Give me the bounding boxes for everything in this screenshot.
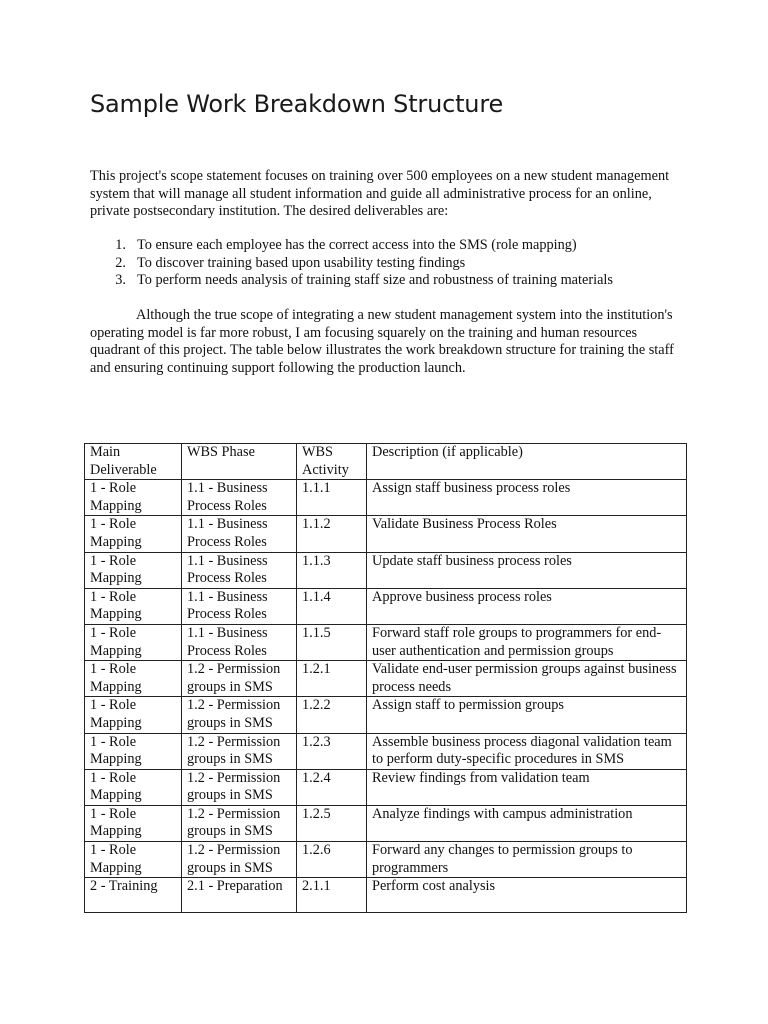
table-cell: 1 - Role Mapping bbox=[85, 842, 182, 878]
list-text: To discover training based upon usability testing findings bbox=[137, 254, 466, 271]
page-title: Sample Work Breakdown Structure bbox=[90, 90, 504, 118]
intro-paragraph: This project's scope statement focuses on training over 500 employees on a new student management system that will manage all student information and guide all administrative process for an online, private postsecondary institution. The desired deliverables are: bbox=[90, 168, 670, 220]
table-row bbox=[85, 624, 687, 660]
table-cell: 1.2 - Permission groups in SMS bbox=[182, 697, 297, 733]
table-cell: 1 - Role Mapping bbox=[85, 769, 182, 805]
table-cell: 1.2 - Permission groups in SMS bbox=[182, 769, 297, 805]
table-cell: 1.1.2 bbox=[297, 516, 367, 552]
table-cell: Review findings from validation team bbox=[367, 769, 687, 805]
table-cell: 1.2 - Permission groups in SMS bbox=[182, 842, 297, 878]
list-item bbox=[90, 237, 690, 255]
list-number: 1. bbox=[115, 237, 126, 253]
list-text: To perform needs analysis of training staff size and robustness of training materials bbox=[137, 272, 613, 289]
table-cell: Validate end-user permission groups against business process needs bbox=[367, 661, 687, 697]
table-cell: 1 - Role Mapping bbox=[85, 733, 182, 769]
table-row bbox=[85, 842, 687, 878]
table-row bbox=[85, 588, 687, 624]
table-cell: Forward any changes to permission groups to programmers bbox=[367, 842, 687, 878]
table-cell: Perform cost analysis bbox=[367, 878, 687, 913]
table-cell: 1.1 - Business Process Roles bbox=[182, 516, 297, 552]
table-cell: 1 - Role Mapping bbox=[85, 552, 182, 588]
header-cell: Main Deliverable bbox=[85, 444, 182, 480]
table-header-row bbox=[85, 444, 687, 480]
list-item bbox=[90, 272, 690, 290]
table-row bbox=[85, 769, 687, 805]
table-cell: Forward staff role groups to programmers for end-user authentication and permission groups bbox=[367, 624, 687, 660]
table-cell: 1.2.6 bbox=[297, 842, 367, 878]
table-cell: 2 - Training bbox=[85, 878, 182, 913]
table-cell: 1.2 - Permission groups in SMS bbox=[182, 733, 297, 769]
table-cell: 1.2.1 bbox=[297, 661, 367, 697]
table-cell: Update staff business process roles bbox=[367, 552, 687, 588]
table-row bbox=[85, 697, 687, 733]
table-cell: 1 - Role Mapping bbox=[85, 624, 182, 660]
table-cell: 1.1.5 bbox=[297, 624, 367, 660]
table-cell: 1.2 - Permission groups in SMS bbox=[182, 661, 297, 697]
table-cell: 2.1.1 bbox=[297, 878, 367, 913]
table-cell: 1.1.4 bbox=[297, 588, 367, 624]
table-cell: 1 - Role Mapping bbox=[85, 480, 182, 516]
list-item bbox=[90, 255, 690, 273]
table-cell: 1.2.2 bbox=[297, 697, 367, 733]
table-cell: Assign staff to permission groups bbox=[367, 697, 687, 733]
table-cell: 1 - Role Mapping bbox=[85, 588, 182, 624]
table-cell: 1.1.1 bbox=[297, 480, 367, 516]
table-cell: 1.2 - Permission groups in SMS bbox=[182, 805, 297, 841]
table-cell: Assemble business process diagonal validation team to perform duty-specific procedures in SMS bbox=[367, 733, 687, 769]
header-cell: WBS Phase bbox=[182, 444, 297, 480]
deliverables-list bbox=[90, 237, 690, 290]
body-paragraph: Although the true scope of integrating a new student management system into the institution's operating model is far more robust, I am focusing squarely on the training and human resources quadrant of this project. The table below illustrates the work breakdown structure for training the staff and ensuring continuing support following the production launch. bbox=[90, 307, 674, 376]
list-text: To ensure each employee has the correct access into the SMS (role mapping) bbox=[137, 237, 577, 253]
table-row bbox=[85, 516, 687, 552]
table-row bbox=[85, 878, 687, 913]
wbs-table bbox=[84, 443, 687, 913]
table-cell: 1 - Role Mapping bbox=[85, 697, 182, 733]
table-cell: 1.2.5 bbox=[297, 805, 367, 841]
table-cell: Approve business process roles bbox=[367, 588, 687, 624]
table-cell: 2.1 - Preparation bbox=[182, 878, 297, 913]
table-cell: 1.1 - Business Process Roles bbox=[182, 588, 297, 624]
table-row bbox=[85, 661, 687, 697]
table-cell: 1.1.3 bbox=[297, 552, 367, 588]
table-row bbox=[85, 733, 687, 769]
table-cell: Validate Business Process Roles bbox=[367, 516, 687, 552]
table-cell: Assign staff business process roles bbox=[367, 480, 687, 516]
header-cell: Description (if applicable) bbox=[367, 444, 687, 480]
table-cell: Analyze findings with campus administration bbox=[367, 805, 687, 841]
table-cell: 1.1 - Business Process Roles bbox=[182, 480, 297, 516]
table-cell: 1.1 - Business Process Roles bbox=[182, 552, 297, 588]
table-cell: 1 - Role Mapping bbox=[85, 661, 182, 697]
table-row bbox=[85, 480, 687, 516]
table-cell: 1 - Role Mapping bbox=[85, 516, 182, 552]
table-row bbox=[85, 552, 687, 588]
header-cell: WBS Activity bbox=[297, 444, 367, 480]
table-cell: 1 - Role Mapping bbox=[85, 805, 182, 841]
table-cell: 1.2.4 bbox=[297, 769, 367, 805]
table-cell: 1.1 - Business Process Roles bbox=[182, 624, 297, 660]
table-cell: 1.2.3 bbox=[297, 733, 367, 769]
table-row bbox=[85, 805, 687, 841]
list-number: 2. bbox=[115, 254, 126, 271]
list-number: 3. bbox=[115, 272, 126, 289]
